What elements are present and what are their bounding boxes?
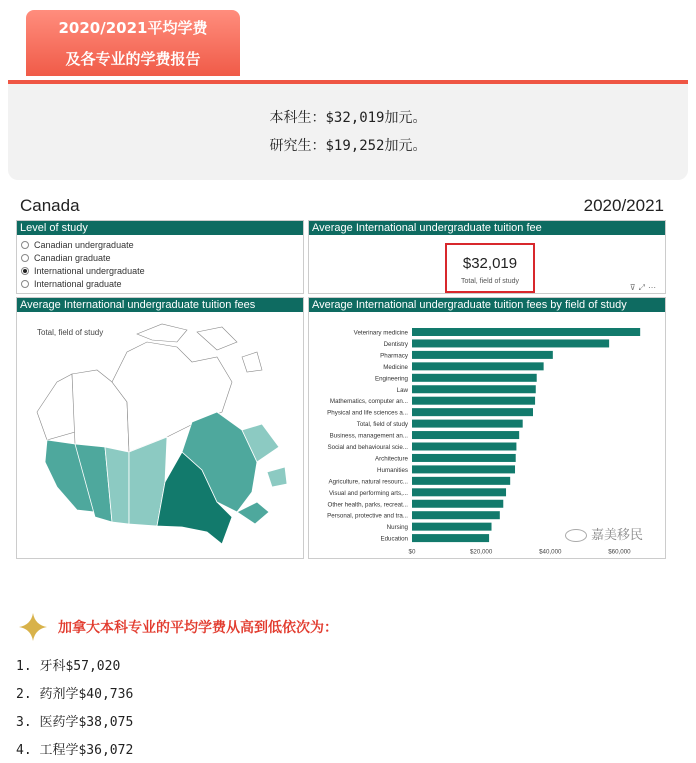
summary-grad: 研究生：$19,252加元。 <box>269 138 427 154</box>
bar[interactable] <box>412 477 510 485</box>
ranking-list <box>16 655 133 763</box>
bar[interactable] <box>412 465 515 473</box>
x-tick-label: $0 <box>408 548 416 556</box>
ranking-heading-text: 加拿大本科专业的平均学费从高到低依次为： <box>58 620 338 636</box>
radio-button[interactable] <box>21 241 29 249</box>
radio-label: Canadian graduate <box>34 252 111 263</box>
radio-option[interactable] <box>17 264 303 277</box>
radio-button[interactable] <box>21 254 29 262</box>
level-of-study-panel <box>16 220 304 294</box>
dashboard-country: Canada <box>20 196 80 215</box>
ranking-heading <box>18 612 338 642</box>
list-number: 3. <box>16 715 32 730</box>
map-title: Average International undergraduate tuition fees <box>17 298 303 312</box>
level-of-study-title: Level of study <box>17 221 303 235</box>
kpi-value: $32,019 <box>462 255 518 272</box>
map-panel <box>16 297 304 559</box>
title-line-1: 2020/2021平均学费 <box>58 19 208 37</box>
category-label: Business, management an... <box>329 432 408 440</box>
bar[interactable] <box>412 385 536 393</box>
kpi-subtitle: Total, field of study <box>461 278 519 285</box>
field-of-study-title: Average International undergraduate tuition fees by field of study <box>309 298 665 312</box>
bar[interactable] <box>412 534 489 542</box>
list-text: 医药学$38,075 <box>39 715 134 730</box>
x-tick-label: $20,000 <box>469 548 493 556</box>
more-icon[interactable]: ⋯ <box>648 283 659 292</box>
list-text: 工程学$36,072 <box>39 743 134 758</box>
radio-label: Canadian undergraduate <box>34 239 134 250</box>
radio-option[interactable] <box>17 251 303 264</box>
dashboard-year: 2020/2021 <box>583 196 664 215</box>
category-label: Medicine <box>383 363 408 371</box>
bar[interactable] <box>412 431 519 439</box>
category-label: Agriculture, natural resourc... <box>328 478 408 486</box>
title-line-2: 及各专业的学费报告 <box>65 50 201 68</box>
filter-icon[interactable]: ⊽ <box>629 283 639 292</box>
category-label: Visual and performing arts,... <box>329 489 408 497</box>
summary-box <box>8 84 688 180</box>
radio-option[interactable] <box>17 238 303 251</box>
category-label: Engineering <box>374 375 408 383</box>
bar[interactable] <box>412 500 503 508</box>
category-label: Other health, parks, recreat... <box>327 501 408 509</box>
category-label: Nursing <box>386 524 408 532</box>
watermark-text: 嘉美移民 <box>591 528 644 543</box>
field-of-study-bar-chart <box>309 312 665 558</box>
bar[interactable] <box>412 523 492 531</box>
kpi-title: Average International undergraduate tuition fee <box>309 221 665 235</box>
bar[interactable] <box>412 362 544 370</box>
map-subtitle: Total, field of study <box>37 328 104 337</box>
category-label: Personal, protective and tra... <box>327 512 408 520</box>
category-label: Veterinary medicine <box>353 329 408 337</box>
kpi-card <box>445 243 535 293</box>
x-tick-label: $60,000 <box>608 548 631 556</box>
bar[interactable] <box>412 374 537 382</box>
watermark <box>565 524 643 543</box>
list-number: 1. <box>16 659 32 674</box>
map-region-yukon[interactable] <box>37 374 75 440</box>
radio-label: International graduate <box>34 278 122 289</box>
wechat-logo-icon <box>565 529 587 542</box>
category-label: Humanities <box>377 466 408 474</box>
list-item <box>16 683 133 711</box>
category-label: Architecture <box>374 455 408 463</box>
bar[interactable] <box>412 454 516 462</box>
list-item <box>16 739 133 763</box>
bar[interactable] <box>412 397 535 405</box>
dashboard <box>16 190 668 560</box>
category-label: Education <box>380 535 408 543</box>
panel-toolbar <box>630 283 659 293</box>
title-banner <box>26 10 240 76</box>
bar[interactable] <box>412 511 500 519</box>
category-label: Mathematics, computer an... <box>329 398 408 406</box>
gold-star-icon <box>18 612 48 642</box>
list-text: 药剂学$40,736 <box>39 687 134 702</box>
canada-map <box>17 312 303 558</box>
list-number: 4. <box>16 743 32 758</box>
category-label: Law <box>396 386 408 394</box>
category-label: Total, field of study <box>356 421 408 429</box>
bar[interactable] <box>412 488 506 496</box>
bar[interactable] <box>412 339 609 347</box>
radio-button-selected[interactable] <box>21 267 29 275</box>
radio-label: International undergraduate <box>34 265 145 276</box>
category-label: Dentistry <box>383 340 408 348</box>
summary-undergrad: 本科生：$32,019加元。 <box>269 110 427 126</box>
category-label: Pharmacy <box>380 352 408 360</box>
list-item <box>16 655 133 683</box>
x-tick-label: $40,000 <box>539 548 562 556</box>
list-item <box>16 711 133 739</box>
list-text: 牙科$57,020 <box>39 659 121 674</box>
category-label: Physical and life sciences a... <box>327 409 408 417</box>
bar[interactable] <box>412 420 523 428</box>
bar[interactable] <box>412 443 516 451</box>
category-label: Social and behavioural scie... <box>327 444 408 451</box>
bar[interactable] <box>412 351 553 359</box>
radio-option[interactable] <box>17 277 303 290</box>
kpi-panel <box>308 220 666 294</box>
field-of-study-panel <box>308 297 666 559</box>
bar[interactable] <box>412 408 533 416</box>
radio-button[interactable] <box>21 280 29 288</box>
expand-icon[interactable]: ⤢ <box>638 283 648 292</box>
bar[interactable] <box>412 328 640 336</box>
list-number: 2. <box>16 687 32 702</box>
